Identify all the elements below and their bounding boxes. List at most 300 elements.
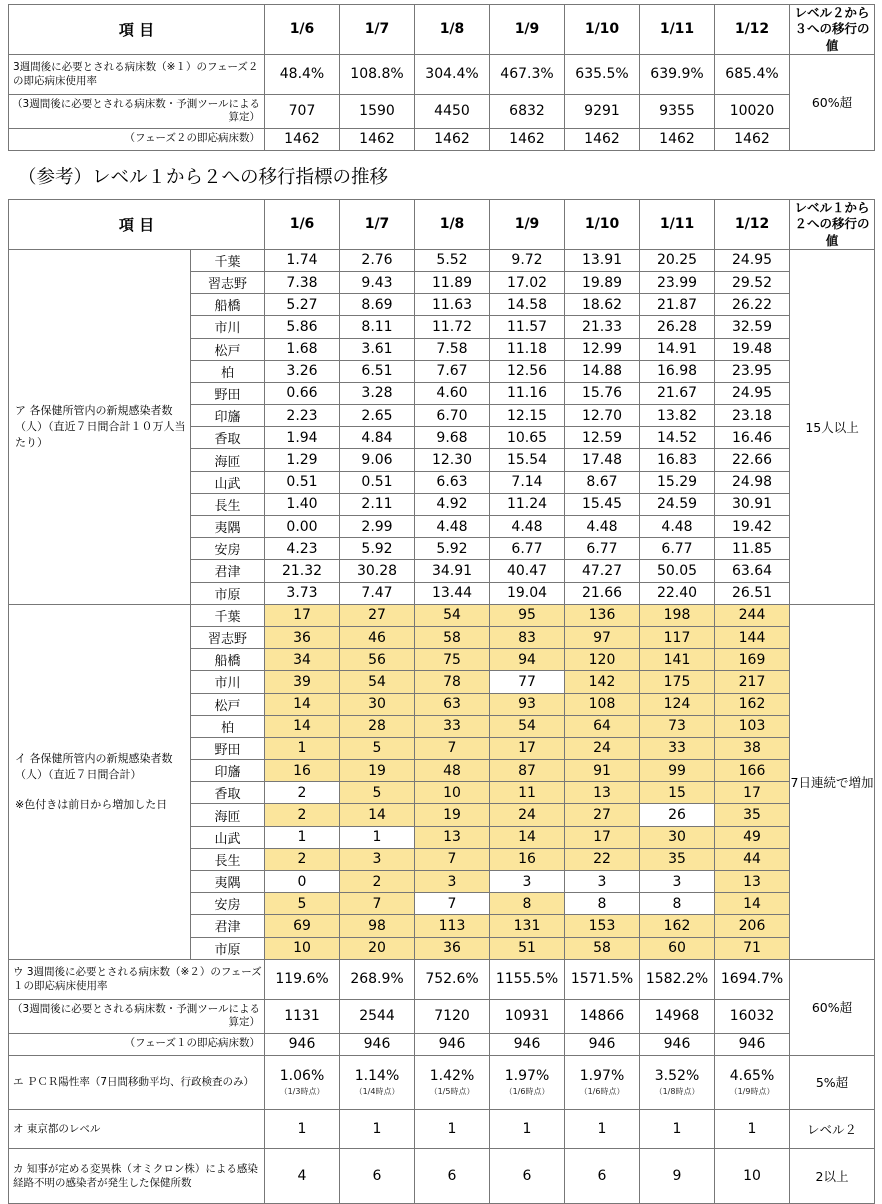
pcr-cell — [265, 1055, 340, 1109]
cell: 10 — [415, 782, 490, 804]
criteria-cell: レベル２ — [790, 1109, 875, 1148]
city-name: 海匝 — [191, 804, 265, 826]
header-date: 1/10 — [565, 200, 640, 250]
cell: 35 — [640, 848, 715, 870]
cell: 1 — [265, 737, 340, 759]
cell: 120 — [565, 649, 640, 671]
cell: 21.66 — [565, 582, 640, 604]
cell: 51 — [490, 937, 565, 959]
cell: 94 — [490, 649, 565, 671]
cell: 35 — [715, 804, 790, 826]
cell: 11.57 — [490, 316, 565, 338]
cell: 13.82 — [640, 405, 715, 427]
cell: 467.3% — [490, 54, 565, 94]
cell: 29.52 — [715, 271, 790, 293]
cell: 11.89 — [415, 271, 490, 293]
row-label: （3週間後に必要とされる病床数・予測ツールによる算定） — [9, 999, 265, 1033]
cell: 26.51 — [715, 582, 790, 604]
cell: 169 — [715, 649, 790, 671]
cell: 16.83 — [640, 449, 715, 471]
cell: 11.72 — [415, 316, 490, 338]
cell: 1 — [715, 1109, 790, 1148]
cell: 14 — [715, 893, 790, 915]
cell: 2 — [265, 782, 340, 804]
city-name: 安房 — [191, 538, 265, 560]
cell: 11.18 — [490, 338, 565, 360]
cell: 5.27 — [265, 294, 340, 316]
cell: 7.38 — [265, 271, 340, 293]
city-name: 市原 — [191, 937, 265, 959]
header-date: 1/10 — [565, 5, 640, 55]
cell: 20.25 — [640, 249, 715, 271]
cell: 6.51 — [340, 360, 415, 382]
cell: 24.98 — [715, 471, 790, 493]
cell: 1 — [415, 1109, 490, 1148]
cell: 73 — [640, 715, 715, 737]
cell: 5.52 — [415, 249, 490, 271]
cell: 16.98 — [640, 360, 715, 382]
city-name: 船橋 — [191, 649, 265, 671]
cell: 97 — [565, 626, 640, 648]
cell: 15 — [640, 782, 715, 804]
city-name: 市川 — [191, 316, 265, 338]
cell: 19 — [340, 760, 415, 782]
cell: 1462 — [490, 128, 565, 150]
cell: 26 — [640, 804, 715, 826]
cell: 3.26 — [265, 360, 340, 382]
cell: 3.61 — [340, 338, 415, 360]
cell: 11 — [490, 782, 565, 804]
header-item: 項 目 — [9, 200, 265, 250]
cell: 1462 — [715, 128, 790, 150]
cell: 3 — [490, 871, 565, 893]
cell: 54 — [415, 604, 490, 626]
city-name: 船橋 — [191, 294, 265, 316]
pcr-cell — [715, 1055, 790, 1109]
cell: 4.48 — [415, 516, 490, 538]
cell: 26.28 — [640, 316, 715, 338]
cell: 1 — [565, 1109, 640, 1148]
cell: 24 — [490, 804, 565, 826]
cell: 5 — [340, 737, 415, 759]
cell: 946 — [340, 1033, 415, 1055]
pcr-value: 3.52% — [654, 1067, 700, 1084]
cell: 635.5% — [565, 54, 640, 94]
cell: 19.04 — [490, 582, 565, 604]
cell: 6 — [415, 1148, 490, 1203]
cell: 1582.2% — [640, 959, 715, 999]
group-b-label — [9, 604, 191, 959]
city-name: 印旛 — [191, 405, 265, 427]
cell: 24.95 — [715, 249, 790, 271]
cell: 93 — [490, 693, 565, 715]
cell: 32.59 — [715, 316, 790, 338]
cell: 12.56 — [490, 360, 565, 382]
cell: 87 — [490, 760, 565, 782]
criteria-cell: 2以上 — [790, 1148, 875, 1203]
cell: 113 — [415, 915, 490, 937]
cell: 8 — [490, 893, 565, 915]
group-b-label-text: イ 各保健所管内の新規感染者数（人）（直近７日間合計） — [15, 751, 173, 781]
cell: 28 — [340, 715, 415, 737]
cell: 9.43 — [340, 271, 415, 293]
criteria-cell: 60%超 — [790, 54, 875, 150]
cell: 4.48 — [490, 516, 565, 538]
cell: 1590 — [340, 94, 415, 128]
cell: 64 — [565, 715, 640, 737]
city-name: 市原 — [191, 582, 265, 604]
cell: 1462 — [415, 128, 490, 150]
cell: 23.99 — [640, 271, 715, 293]
city-name: 習志野 — [191, 271, 265, 293]
cell: 48 — [415, 760, 490, 782]
transition-table-level2-3 — [8, 4, 875, 151]
cell: 9355 — [640, 94, 715, 128]
cell: 108 — [565, 693, 640, 715]
row-label: カ 知事が定める変異株（オミクロン株）による感染経路不明の感染者が発生した保健所数 — [9, 1148, 265, 1203]
city-name: 夷隅 — [191, 516, 265, 538]
cell: 14.52 — [640, 427, 715, 449]
cell: 5.86 — [265, 316, 340, 338]
cell: 27 — [340, 604, 415, 626]
pcr-date: （1/4時点） — [354, 1086, 400, 1096]
cell: 15.76 — [565, 382, 640, 404]
cell: 1 — [640, 1109, 715, 1148]
cell: 217 — [715, 671, 790, 693]
cell: 108.8% — [340, 54, 415, 94]
cell: 2.76 — [340, 249, 415, 271]
header-date: 1/12 — [715, 5, 790, 55]
cell: 12.59 — [565, 427, 640, 449]
pcr-value: 1.42% — [429, 1067, 475, 1084]
cell: 23.18 — [715, 405, 790, 427]
cell: 4.48 — [640, 516, 715, 538]
row-label: オ 東京都のレベル — [9, 1109, 265, 1148]
cell: 7 — [340, 893, 415, 915]
header-date: 1/12 — [715, 200, 790, 250]
cell: 119.6% — [265, 959, 340, 999]
cell: 4.92 — [415, 493, 490, 515]
city-name: 千葉 — [191, 604, 265, 626]
cell: 8 — [640, 893, 715, 915]
cell: 1.40 — [265, 493, 340, 515]
cell: 1 — [265, 1109, 340, 1148]
cell: 946 — [565, 1033, 640, 1055]
cell: 49 — [715, 826, 790, 848]
cell: 1.74 — [265, 249, 340, 271]
cell: 15.45 — [565, 493, 640, 515]
cell: 63.64 — [715, 560, 790, 582]
cell: 38 — [715, 737, 790, 759]
row-label: ウ 3週間後に必要とされる病床数（※２）のフェーズ１の即応病床使用率 — [9, 959, 265, 999]
cell: 23.95 — [715, 360, 790, 382]
cell: 16032 — [715, 999, 790, 1033]
cell: 14 — [265, 715, 340, 737]
cell: 5.92 — [415, 538, 490, 560]
cell: 124 — [640, 693, 715, 715]
cell: 685.4% — [715, 54, 790, 94]
criteria-cell: 7日連続で増加 — [790, 604, 875, 959]
cell: 9.06 — [340, 449, 415, 471]
header-date: 1/9 — [490, 5, 565, 55]
cell: 27 — [565, 804, 640, 826]
cell: 1571.5% — [565, 959, 640, 999]
cell: 15.54 — [490, 449, 565, 471]
cell: 244 — [715, 604, 790, 626]
cell: 7.47 — [340, 582, 415, 604]
cell: 8.11 — [340, 316, 415, 338]
cell: 83 — [490, 626, 565, 648]
city-name: 山武 — [191, 826, 265, 848]
cell: 98 — [340, 915, 415, 937]
cell: 4.48 — [565, 516, 640, 538]
cell: 12.70 — [565, 405, 640, 427]
cell: 639.9% — [640, 54, 715, 94]
cell: 3 — [640, 871, 715, 893]
pcr-cell — [340, 1055, 415, 1109]
cell: 144 — [715, 626, 790, 648]
cell: 7 — [415, 848, 490, 870]
cell: 22.40 — [640, 582, 715, 604]
city-name: 香取 — [191, 782, 265, 804]
cell: 11.85 — [715, 538, 790, 560]
cell: 34 — [265, 649, 340, 671]
header-date: 1/8 — [415, 5, 490, 55]
cell: 10020 — [715, 94, 790, 128]
pcr-date: （1/6時点） — [579, 1086, 625, 1096]
cell: 13 — [415, 826, 490, 848]
pcr-cell — [565, 1055, 640, 1109]
cell: 22 — [565, 848, 640, 870]
cell: 13.44 — [415, 582, 490, 604]
pcr-date: （1/6時点） — [504, 1086, 550, 1096]
cell: 11.16 — [490, 382, 565, 404]
cell: 1694.7% — [715, 959, 790, 999]
cell: 13.91 — [565, 249, 640, 271]
cell: 30.28 — [340, 560, 415, 582]
cell: 946 — [265, 1033, 340, 1055]
city-name: 夷隅 — [191, 871, 265, 893]
cell: 50.05 — [640, 560, 715, 582]
cell: 6.77 — [565, 538, 640, 560]
cell: 91 — [565, 760, 640, 782]
cell: 6.77 — [490, 538, 565, 560]
cell: 304.4% — [415, 54, 490, 94]
cell: 36 — [265, 626, 340, 648]
city-name: 市川 — [191, 671, 265, 693]
cell: 9.68 — [415, 427, 490, 449]
pcr-cell — [640, 1055, 715, 1109]
header-date: 1/6 — [265, 5, 340, 55]
pcr-date: （1/8時点） — [654, 1086, 700, 1096]
cell: 1 — [490, 1109, 565, 1148]
cell: 5 — [265, 893, 340, 915]
cell: 46 — [340, 626, 415, 648]
cell: 58 — [565, 937, 640, 959]
group-b-note: ※色付きは前日から増加した日 — [15, 797, 168, 811]
cell: 9.72 — [490, 249, 565, 271]
cell: 19.42 — [715, 516, 790, 538]
cell: 10931 — [490, 999, 565, 1033]
pcr-date: （1/5時点） — [429, 1086, 475, 1096]
cell: 14.88 — [565, 360, 640, 382]
cell: 14968 — [640, 999, 715, 1033]
cell: 33 — [415, 715, 490, 737]
pcr-value: 1.06% — [279, 1067, 325, 1084]
cell: 1462 — [265, 128, 340, 150]
cell: 946 — [715, 1033, 790, 1055]
cell: 131 — [490, 915, 565, 937]
pcr-value: 4.65% — [729, 1067, 775, 1084]
cell: 7 — [415, 893, 490, 915]
cell: 22.66 — [715, 449, 790, 471]
cell: 1 — [340, 826, 415, 848]
city-name: 印旛 — [191, 760, 265, 782]
cell: 198 — [640, 604, 715, 626]
city-name: 香取 — [191, 427, 265, 449]
cell: 0.66 — [265, 382, 340, 404]
cell: 2 — [265, 804, 340, 826]
section-title: （参考）レベル１から２への移行指標の推移 — [18, 167, 389, 188]
cell: 6 — [565, 1148, 640, 1203]
cell: 39 — [265, 671, 340, 693]
cell: 7.14 — [490, 471, 565, 493]
group-a-label — [9, 249, 191, 604]
cell: 30 — [340, 693, 415, 715]
cell: 30.91 — [715, 493, 790, 515]
cell: 8.69 — [340, 294, 415, 316]
transition-table-level1-2 — [8, 199, 875, 1204]
row-label: （3週間後に必要とされる病床数・予測ツールによる算定） — [9, 94, 265, 128]
cell: 16 — [490, 848, 565, 870]
cell: 1462 — [640, 128, 715, 150]
city-name: 山武 — [191, 471, 265, 493]
cell: 17 — [265, 604, 340, 626]
cell: 58 — [415, 626, 490, 648]
cell: 2.99 — [340, 516, 415, 538]
cell: 36 — [415, 937, 490, 959]
cell: 16.46 — [715, 427, 790, 449]
cell: 3 — [565, 871, 640, 893]
cell: 21.67 — [640, 382, 715, 404]
cell: 1462 — [340, 128, 415, 150]
cell: 1 — [265, 826, 340, 848]
cell: 47.27 — [565, 560, 640, 582]
cell: 11.24 — [490, 493, 565, 515]
header-date: 1/7 — [340, 200, 415, 250]
cell: 1462 — [565, 128, 640, 150]
cell: 2 — [265, 848, 340, 870]
city-name: 松戸 — [191, 338, 265, 360]
cell: 7.58 — [415, 338, 490, 360]
cell: 6 — [340, 1148, 415, 1203]
cell: 0 — [265, 871, 340, 893]
cell: 3.28 — [340, 382, 415, 404]
pcr-date: （1/9時点） — [729, 1086, 775, 1096]
cell: 44 — [715, 848, 790, 870]
cell: 19.48 — [715, 338, 790, 360]
city-name: 野田 — [191, 382, 265, 404]
cell: 17 — [490, 737, 565, 759]
header-date: 1/8 — [415, 200, 490, 250]
cell: 0.00 — [265, 516, 340, 538]
cell: 9291 — [565, 94, 640, 128]
cell: 2.65 — [340, 405, 415, 427]
cell: 56 — [340, 649, 415, 671]
cell: 8.67 — [565, 471, 640, 493]
cell: 75 — [415, 649, 490, 671]
pcr-value: 1.14% — [354, 1067, 400, 1084]
pcr-cell — [415, 1055, 490, 1109]
header-criteria: レベル２から３への移行の値 — [790, 5, 875, 55]
cell: 11.63 — [415, 294, 490, 316]
cell: 99 — [640, 760, 715, 782]
header-criteria: レベル１から２への移行の値 — [790, 200, 875, 250]
group-a-label-text: ア 各保健所管内の新規感染者数（人）（直近７日間合計１０万人当たり） — [15, 403, 186, 449]
cell: 13 — [715, 871, 790, 893]
cell: 6.77 — [640, 538, 715, 560]
cell: 2544 — [340, 999, 415, 1033]
city-name: 野田 — [191, 737, 265, 759]
cell: 60 — [640, 937, 715, 959]
cell: 17.02 — [490, 271, 565, 293]
cell: 4.60 — [415, 382, 490, 404]
cell: 10.65 — [490, 427, 565, 449]
cell: 5 — [340, 782, 415, 804]
cell: 3 — [415, 871, 490, 893]
cell: 24 — [565, 737, 640, 759]
cell: 26.22 — [715, 294, 790, 316]
pcr-value: 1.97% — [504, 1067, 550, 1084]
cell: 78 — [415, 671, 490, 693]
cell: 7 — [415, 737, 490, 759]
cell: 63 — [415, 693, 490, 715]
cell: 1 — [340, 1109, 415, 1148]
cell: 7.67 — [415, 360, 490, 382]
city-name: 君津 — [191, 915, 265, 937]
cell: 30 — [640, 826, 715, 848]
cell: 0.51 — [340, 471, 415, 493]
city-name: 松戸 — [191, 693, 265, 715]
cell: 946 — [490, 1033, 565, 1055]
cell: 16 — [265, 760, 340, 782]
cell: 14 — [490, 826, 565, 848]
cell: 268.9% — [340, 959, 415, 999]
cell: 4 — [265, 1148, 340, 1203]
cell: 12.99 — [565, 338, 640, 360]
cell: 13 — [565, 782, 640, 804]
cell: 54 — [490, 715, 565, 737]
cell: 18.62 — [565, 294, 640, 316]
cell: 946 — [640, 1033, 715, 1055]
cell: 141 — [640, 649, 715, 671]
pcr-value: 1.97% — [579, 1067, 625, 1084]
cell: 946 — [415, 1033, 490, 1055]
cell: 14 — [340, 804, 415, 826]
cell: 103 — [715, 715, 790, 737]
cell: 2.11 — [340, 493, 415, 515]
cell: 6832 — [490, 94, 565, 128]
cell: 162 — [640, 915, 715, 937]
cell: 175 — [640, 671, 715, 693]
city-name: 柏 — [191, 715, 265, 737]
cell: 707 — [265, 94, 340, 128]
cell: 19.89 — [565, 271, 640, 293]
cell: 40.47 — [490, 560, 565, 582]
row-label: 3週間後に必要とされる病床数（※１）のフェーズ２の即応病床使用率 — [9, 54, 265, 94]
cell: 21.33 — [565, 316, 640, 338]
cell: 10 — [265, 937, 340, 959]
